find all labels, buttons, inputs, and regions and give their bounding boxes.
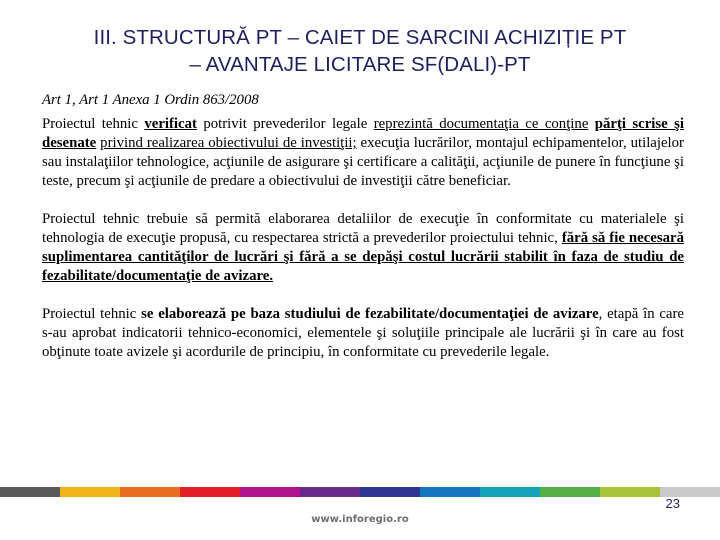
text-run-investment-objective: privind realizarea obiectivului de investiţii; xyxy=(100,135,357,151)
color-stripe xyxy=(120,487,180,497)
color-stripe xyxy=(540,487,600,497)
text-run: , etapă în care s-au aprobat indicatorii tehnico-economici, elementele şi soluţiile principale ale lucrării şi în care au fost obţinute toate avizele şi acordurile de principiu, în conformitate cu prevederile legale. xyxy=(42,306,684,360)
text-run: Proiectul tehnic xyxy=(42,116,145,132)
color-stripe xyxy=(180,487,240,497)
color-stripe xyxy=(360,487,420,497)
text-run: Proiectul tehnic trebuie să permită elaborarea detaliilor de execuţie în conformitate cu materialele şi tehnologia de execuţie propusă, cu respectarea strictă a prevederilor proiectului tehnic, xyxy=(42,211,684,246)
slide-title-line-1: III. STRUCTURĂ PT – CAIET DE SARCINI ACHIZIȚIE PT xyxy=(93,26,627,49)
paragraph-definition xyxy=(42,115,684,191)
color-stripe xyxy=(0,487,60,497)
slide-title-line-2: – AVANTAJE LICITARE SF(DALI)-PT xyxy=(189,53,531,76)
text-run: Proiectul tehnic xyxy=(42,306,142,322)
color-stripe xyxy=(480,487,540,497)
color-stripe xyxy=(60,487,120,497)
slide-body xyxy=(42,91,684,362)
footer-website: www.inforegio.ro xyxy=(311,514,409,525)
legal-reference: Art 1, Art 1 Anexa 1 Ordin 863/2008 xyxy=(42,92,259,108)
paragraph-basis xyxy=(42,305,684,362)
color-stripe xyxy=(300,487,360,497)
text-run: execuţia lucrărilor, montajul echipamentelor, utilajelor sau instalaţiilor tehnologice, acţiunile de asigurare şi certificare a calităţii, acţiunile de punere în funcţiune şi teste, precum şi acţiunile de predare a obiectivului de investiţii către beneficiar. xyxy=(42,135,684,189)
paragraph-requirements xyxy=(42,210,684,286)
slide-title xyxy=(20,24,700,78)
text-run-feasibility-basis: se elaborează pe baza studiului de fezabilitate/documentaţiei de avizare xyxy=(141,306,599,322)
color-stripe xyxy=(240,487,300,497)
color-stripe xyxy=(420,487,480,497)
text-run-cost-constraint: fără să fie necesară suplimentarea cantităţilor de lucrări şi fără a se depăşi costul lucrării stabilit în faza de studiu de fezabilitate/documentaţie de avizare. xyxy=(42,230,684,284)
footer-color-stripes xyxy=(0,487,720,497)
text-run-represents: reprezintă documentaţia ce conţine xyxy=(373,116,589,132)
page-number: 23 xyxy=(665,496,680,511)
text-run-written-drawn-parts: părţi scrise şi desenate xyxy=(42,116,684,151)
text-run: potrivit prevederilor legale xyxy=(196,116,374,132)
text-run-verified: verificat xyxy=(144,116,197,132)
